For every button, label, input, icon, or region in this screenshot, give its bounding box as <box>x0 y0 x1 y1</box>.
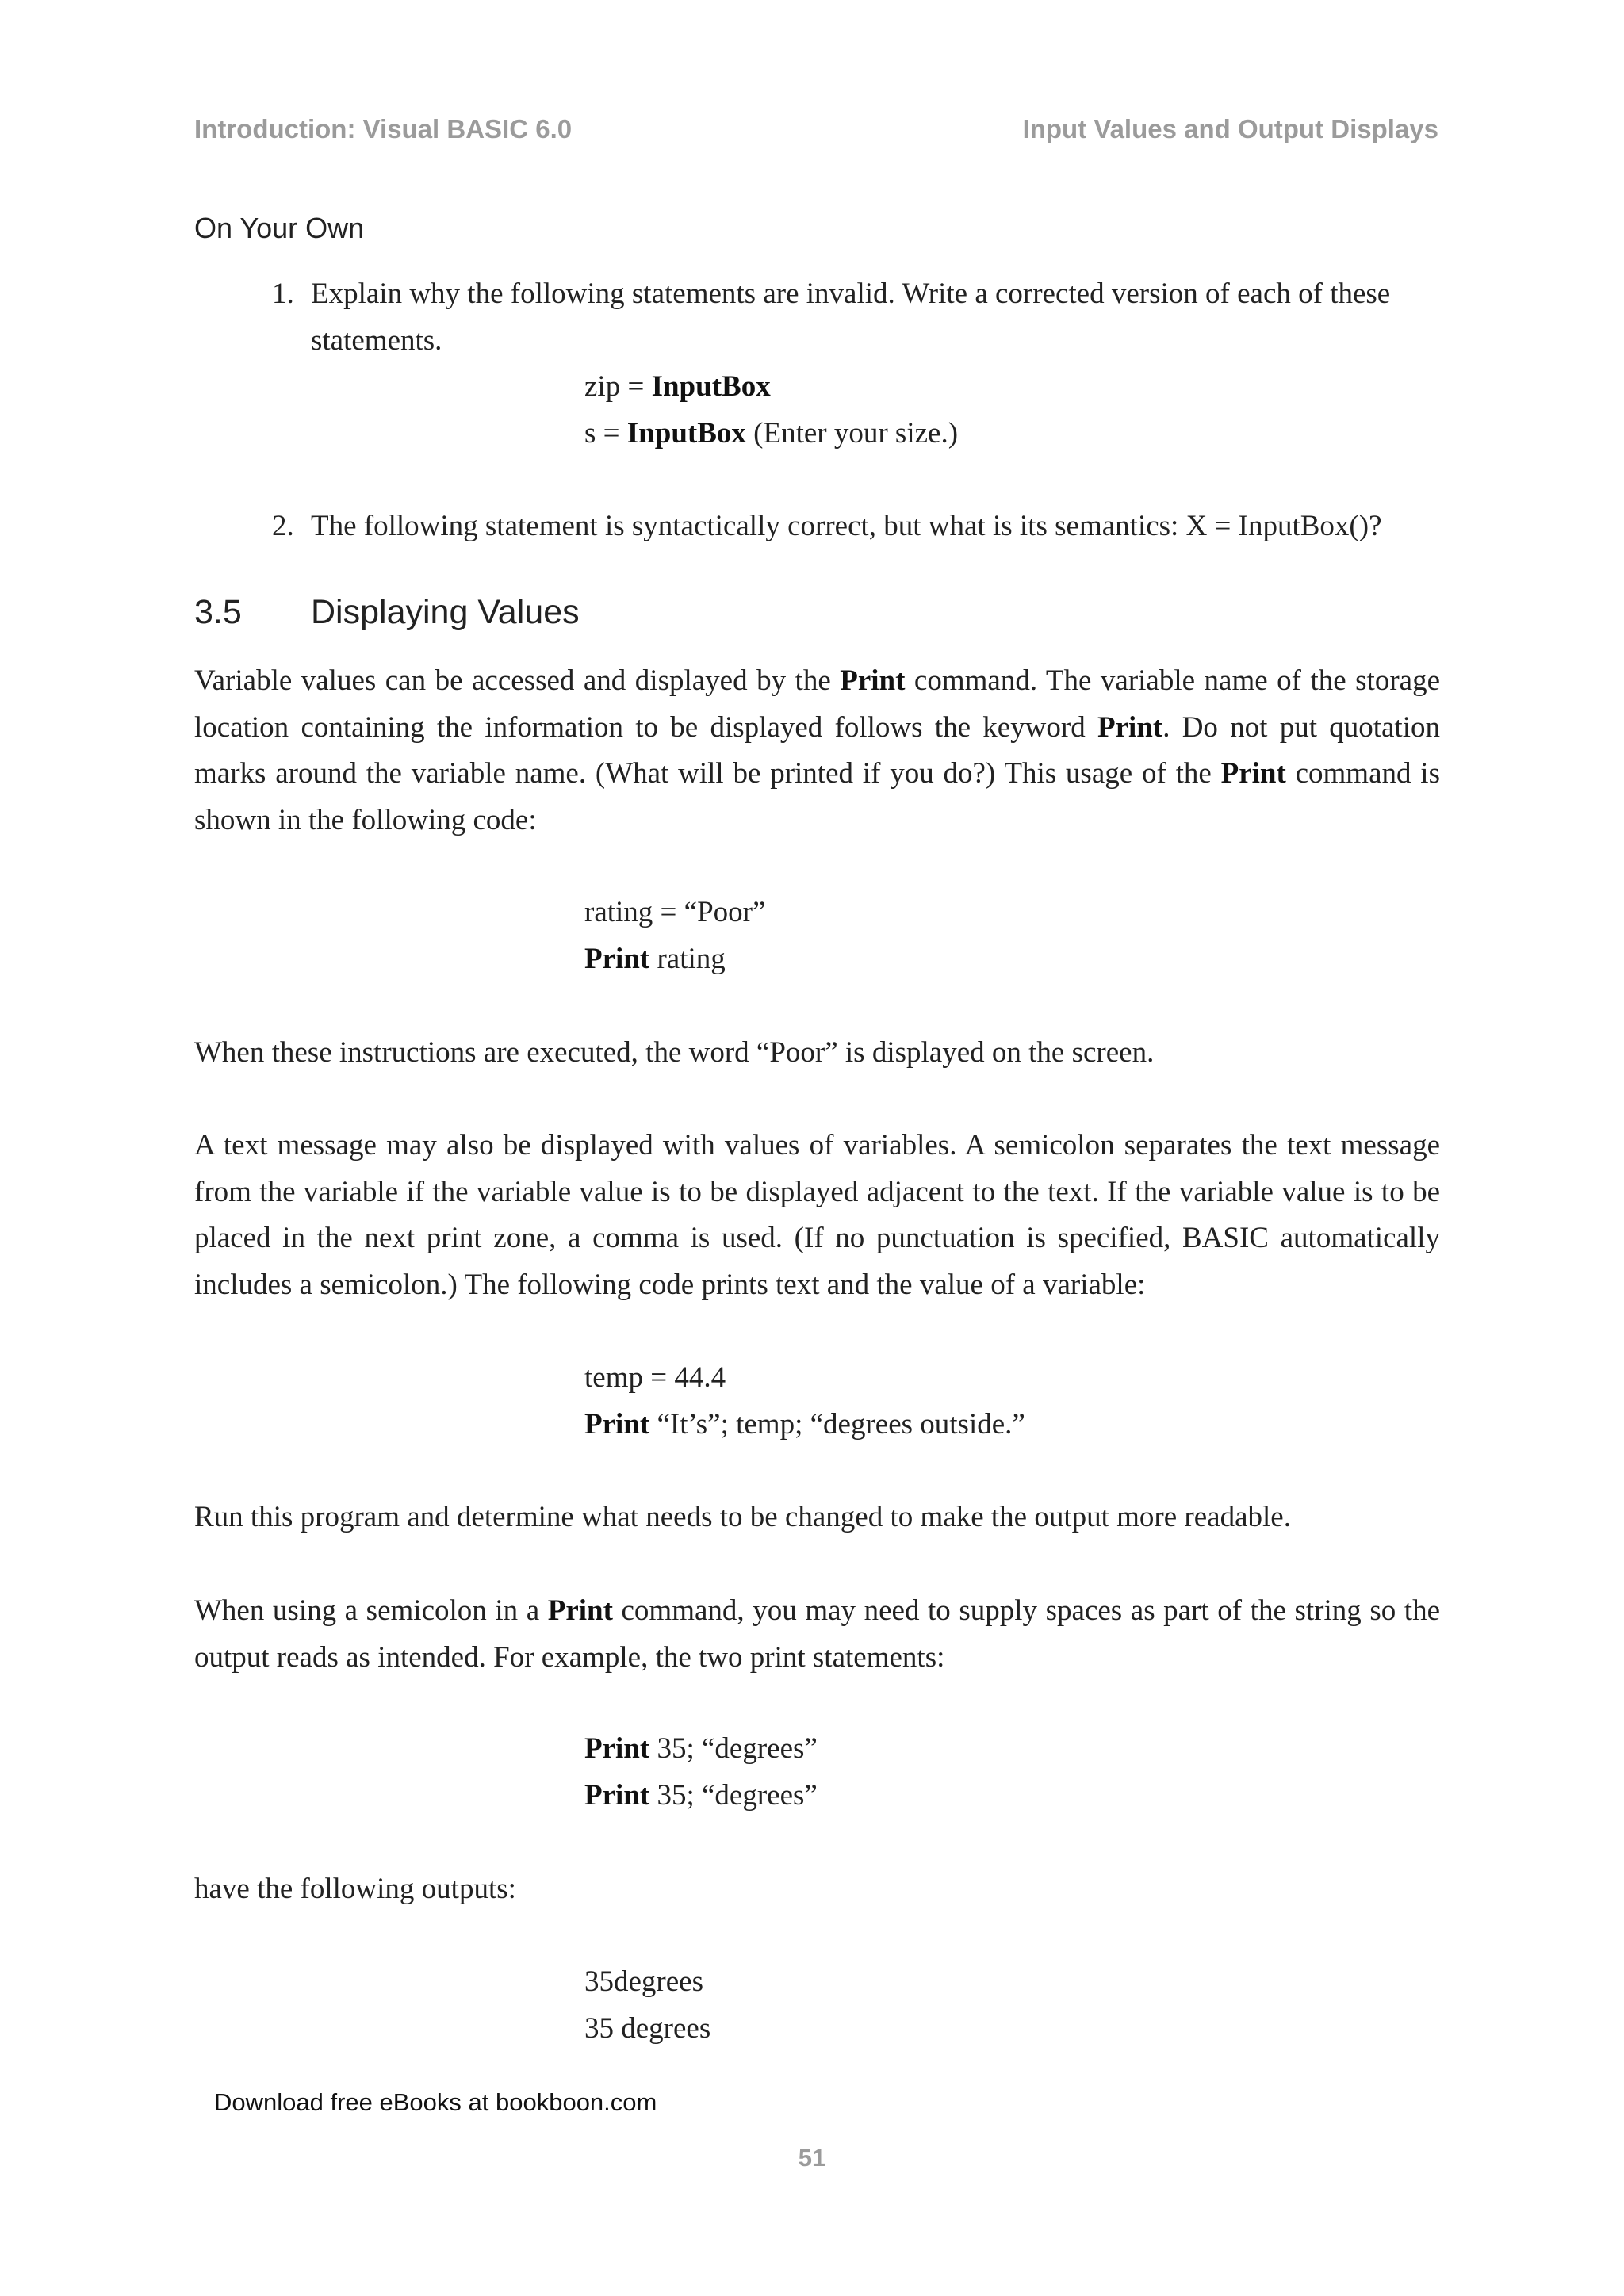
code-block-temp <box>584 1355 1025 1448</box>
running-header-left: Introduction: Visual BASIC 6.0 <box>194 114 573 144</box>
code-line: temp = 44.4 <box>584 1361 726 1394</box>
code-line: Print rating <box>584 942 726 975</box>
code-line: Print 35; “degrees” <box>584 1732 818 1765</box>
code-keyword: Print <box>584 1778 650 1812</box>
paragraph-run-program: Run this program and determine what needs to be changed to make the output more readable. <box>194 1501 1291 1533</box>
keyword-print: Print <box>840 664 906 697</box>
code-line: Print “It’s”; temp; “degrees outside.” <box>584 1407 1025 1441</box>
exercise-1-number: 1. <box>272 277 294 310</box>
paragraph-text-message: A text message may also be displayed with values of variables. A semicolon separates the text message from the variable if the variable value is to be displayed adjacent to the text. If the variable value is to be placed in the next print zone, a comma is used. (If no punctuation is specified, BASIC automatically includes a semicolon.) The following code prints text and the value of a variable: <box>194 1129 1440 1301</box>
exercise-1-text: Explain why the following statements are invalid. Write a corrected version of each of these statements. <box>311 277 1391 357</box>
code-keyword: Print <box>584 942 650 975</box>
paragraph-semicolon-spaces: When using a semicolon in a Print command, you may need to supply spaces as part of the string so the output reads as intended. For example, the two print statements: <box>194 1594 1441 1674</box>
page-number: 51 <box>798 2144 826 2172</box>
code-keyword: Print <box>584 1732 650 1765</box>
running-header-right: Input Values and Output Displays <box>1022 114 1438 144</box>
code-line: 35degrees <box>584 1965 703 1998</box>
keyword-print: Print <box>547 1594 613 1627</box>
exercise-2-text: The following statement is syntactically correct, but what is its semantics: X = InputBox()? <box>311 510 1382 542</box>
code-line: zip = InputBox <box>584 370 771 403</box>
exercise-2-number: 2. <box>272 510 294 542</box>
keyword-print: Print <box>1220 757 1286 790</box>
paragraph-outputs: have the following outputs: <box>194 1873 516 1905</box>
code-line: 35 degrees <box>584 2011 711 2045</box>
section-title: Displaying Values <box>311 593 580 631</box>
code-line: s = InputBox (Enter your size.) <box>584 416 959 450</box>
on-your-own-heading: On Your Own <box>194 212 365 244</box>
paragraph-print-command: Variable values can be accessed and displayed by the Print command. The variable name of the storage location containing the information to be displayed follows the keyword Print. Do not put quotation marks around the variable name. (What will be printed if you do?) This usage of the Print command is shown in the following code: <box>194 664 1440 836</box>
exercise-1-code <box>584 364 958 457</box>
section-number: 3.5 <box>194 593 242 631</box>
code-keyword: Print <box>584 1407 650 1441</box>
code-line: rating = “Poor” <box>584 896 766 928</box>
keyword-print: Print <box>1097 710 1163 744</box>
code-block-rating <box>584 890 765 982</box>
download-link[interactable]: Download free eBooks at bookboon.com <box>214 2088 657 2116</box>
code-block-outputs <box>584 1959 710 2052</box>
paragraph-poor-displayed: When these instructions are executed, the word “Poor” is displayed on the screen. <box>194 1036 1155 1069</box>
code-block-print-degrees <box>584 1726 818 1819</box>
code-keyword: InputBox <box>626 416 746 450</box>
code-keyword: InputBox <box>651 370 771 403</box>
code-line: Print 35; “degrees” <box>584 1778 818 1812</box>
